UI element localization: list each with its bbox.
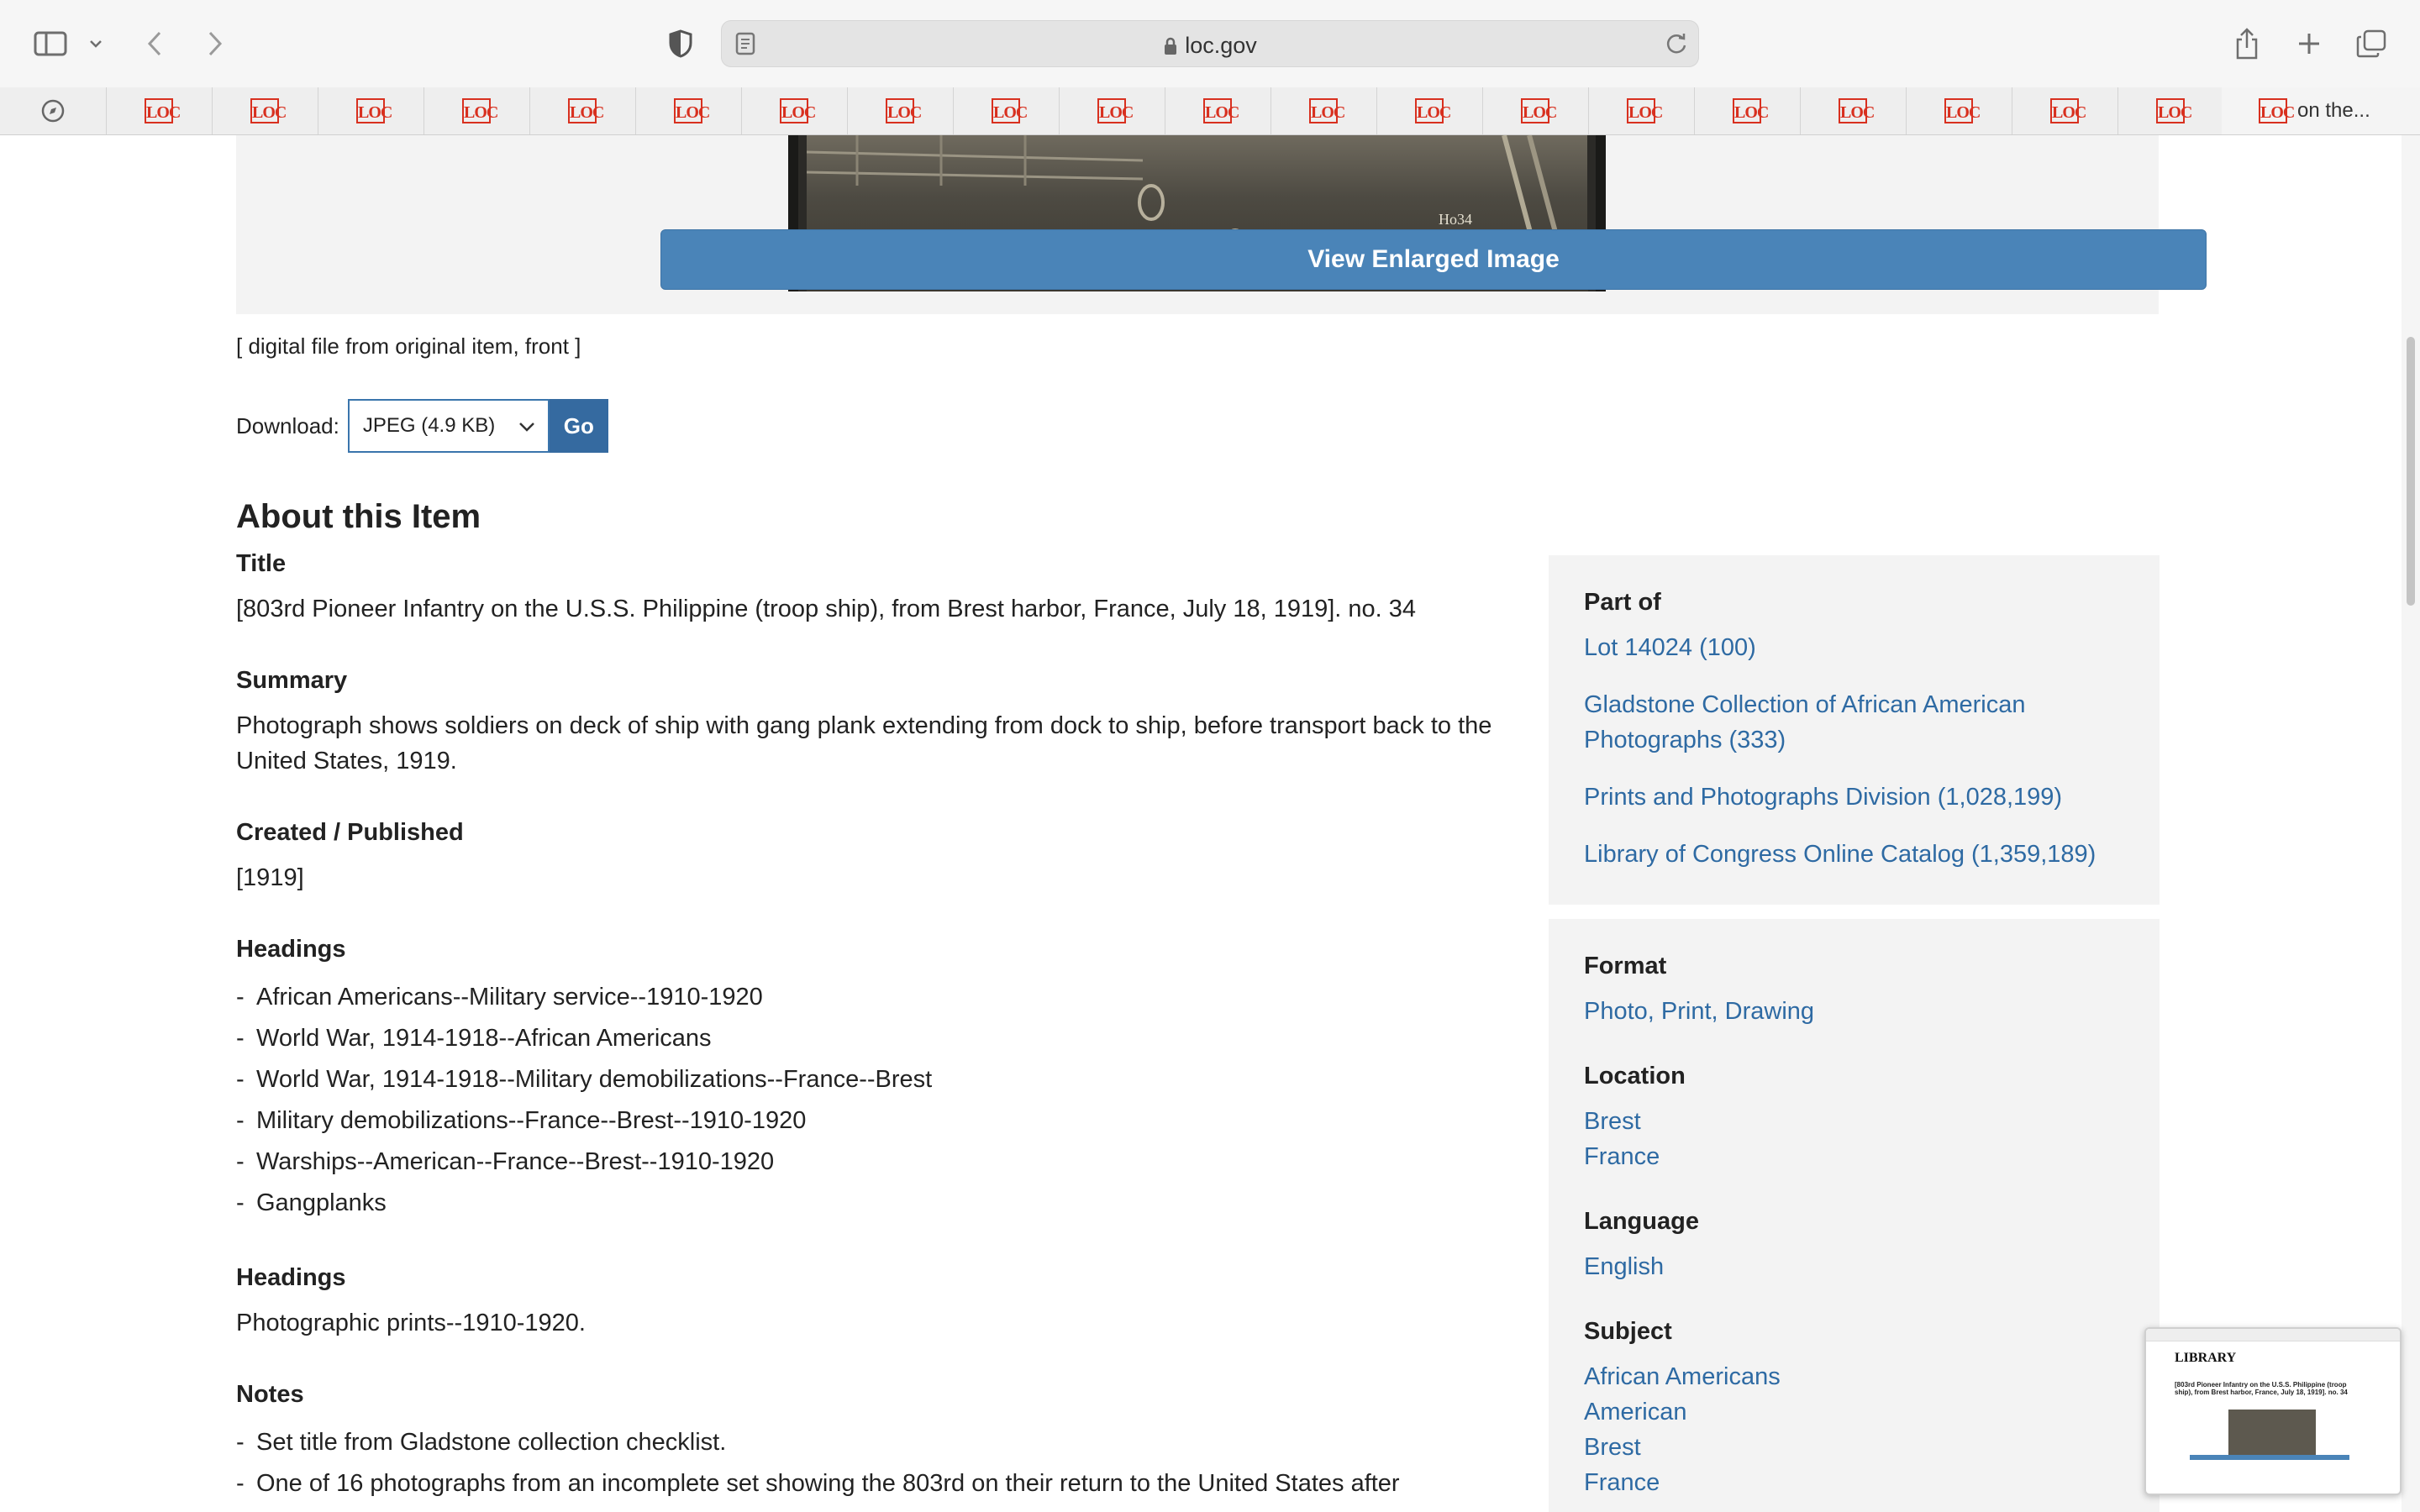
format-heading: Format [1584, 953, 1667, 979]
loc-logo-icon: LOC [2156, 98, 2185, 123]
loc-logo-icon: LOC [250, 98, 279, 123]
loc-logo-icon: LOC [1521, 98, 1549, 123]
scrollbar-thumb[interactable] [2407, 337, 2415, 606]
favorite-tab-18[interactable] [1906, 87, 2012, 134]
part-of-link-online-catalog[interactable]: Library of Congress Online Catalog (1,359,189) [1584, 841, 2096, 868]
new-tab-button[interactable] [2292, 22, 2326, 66]
sidebar-icon [34, 31, 67, 56]
list-item: - Set title from Gladstone collection checklist. [236, 1429, 727, 1456]
download-format-select[interactable] [348, 399, 550, 453]
loc-logo-icon: LOC [462, 98, 491, 123]
language-section [1584, 1208, 2124, 1284]
list-item: - African Americans--Military service--1910-1920 [236, 984, 763, 1011]
part-of-link-prints-photos[interactable]: Prints and Photographs Division (1,028,199) [1584, 784, 2063, 811]
favorite-tab-11[interactable] [1165, 87, 1271, 134]
list-item: - World War, 1914-1918--African Americans [236, 1025, 712, 1052]
thumbnail-button [2190, 1455, 2349, 1460]
favorite-tab-3[interactable] [318, 87, 424, 134]
chevron-right-icon [207, 30, 224, 57]
loc-logo-icon: LOC [886, 98, 914, 123]
download-row [236, 399, 608, 453]
shield-icon [668, 29, 693, 58]
favorite-tab-17[interactable] [1800, 87, 1907, 134]
loc-logo-icon: LOC [674, 98, 702, 123]
created-heading: Created / Published [236, 819, 464, 846]
plus-icon [2297, 32, 2321, 55]
download-format-value: JPEG (4.9 KB) [362, 414, 496, 437]
download-label: Download: [236, 412, 339, 438]
loc-logo-icon: LOC [356, 98, 385, 123]
favorite-tab-1[interactable] [106, 87, 213, 134]
thumbnail-logo: LIBRARY [2175, 1351, 2237, 1365]
list-item: - Military demobilizations--France--Brest--1910-1920 [236, 1107, 807, 1134]
favorite-tab-14[interactable] [1482, 87, 1589, 134]
subject-link-american[interactable]: American [1584, 1399, 1687, 1425]
language-link[interactable]: English [1584, 1253, 1665, 1280]
address-bar[interactable] [721, 20, 1699, 67]
list-item: - Gangplanks [236, 1189, 387, 1216]
headings-heading: Headings [236, 936, 346, 963]
item-headings-2: Photographic prints--1910-1920. [236, 1310, 586, 1336]
loc-logo-icon: LOC [568, 98, 597, 123]
item-details [236, 550, 1497, 1512]
part-of-link-lot[interactable]: Lot 14024 (100) [1584, 634, 1756, 661]
favorite-tab-2[interactable] [212, 87, 318, 134]
favorites-bar [0, 87, 2420, 135]
chevron-down-icon [89, 39, 103, 49]
location-section [1584, 1063, 2124, 1174]
part-of-link-gladstone[interactable]: Gladstone Collection of African American Photographs (333) [1584, 691, 2026, 753]
back-button[interactable] [138, 22, 171, 66]
favorite-tab-19[interactable] [2012, 87, 2118, 134]
sidebar-toggle-button[interactable] [32, 22, 69, 66]
headings-heading-2: Headings [236, 1264, 346, 1291]
privacy-report-button[interactable] [664, 22, 697, 66]
part-of-heading: Part of [1584, 589, 1661, 616]
title-heading: Title [236, 550, 287, 577]
download-go-button[interactable]: Go [550, 399, 608, 453]
list-item: - Warships--American--France--Brest--1910-1920 [236, 1148, 775, 1175]
favorite-tab-7[interactable] [741, 87, 848, 134]
summary-heading: Summary [236, 667, 348, 694]
item-title: [803rd Pioneer Infantry on the U.S.S. Philippine (troop ship), from Brest harbor, France, July 18, 1919]. no. 34 [236, 596, 1417, 622]
tabs-icon [2356, 29, 2386, 58]
item-summary: Photograph shows soldiers on deck of ship with gang plank extending from dock to ship, before transport back to the United States, 1919. [236, 712, 1492, 774]
language-heading: Language [1584, 1208, 1699, 1235]
thumbnail-title: [803rd Pioneer Infantry on the U.S.S. Philippine (troop ship), from Brest harbor, France, July 18, 1919]. no. 34 [2175, 1381, 2348, 1396]
favorite-tab-12[interactable] [1270, 87, 1377, 134]
favorite-tab-6[interactable] [635, 87, 742, 134]
part-of-box [1549, 555, 2160, 905]
page-content [0, 135, 2420, 1512]
chevron-left-icon [146, 30, 163, 57]
chevron-down-icon [518, 417, 536, 436]
page-scrollbar[interactable] [2402, 135, 2420, 1512]
subject-heading: Subject [1584, 1318, 1672, 1345]
list-item: - World War, 1914-1918--Military demobilizations--France--Brest [236, 1066, 933, 1093]
compass-icon [40, 98, 66, 123]
loc-logo-icon: LOC [992, 98, 1020, 123]
loc-logo-icon: LOC [1309, 98, 1338, 123]
loc-logo-icon: LOC [1839, 98, 1867, 123]
compass-tab[interactable] [0, 87, 107, 134]
loc-logo-icon: LOC [2259, 98, 2287, 123]
loc-logo-icon: LOC [1415, 98, 1444, 123]
favorite-tab-16[interactable] [1694, 87, 1801, 134]
favorite-tab-10[interactable] [1059, 87, 1165, 134]
view-enlarged-image-button[interactable]: View Enlarged Image [660, 229, 2207, 290]
notes-list [236, 1422, 1497, 1504]
favorite-tab-8[interactable] [847, 87, 954, 134]
favorite-tab-label: on the... [2297, 99, 2370, 122]
image-panel [236, 135, 2159, 314]
browser-toolbar [0, 0, 2420, 88]
location-link-france[interactable]: France [1584, 1143, 1660, 1170]
favorite-tab-last[interactable] [2222, 87, 2420, 134]
subject-link-brest[interactable]: Brest [1584, 1434, 1641, 1461]
loc-logo-icon: LOC [1627, 98, 1655, 123]
tab-group-chevron-button[interactable] [84, 22, 108, 66]
loc-logo-icon: LOC [1733, 98, 1761, 123]
reload-icon[interactable] [1665, 32, 1688, 55]
forward-button[interactable] [198, 22, 232, 66]
loc-logo-icon: LOC [780, 98, 808, 123]
loc-logo-icon: LOC [1203, 98, 1232, 123]
format-link[interactable]: Photo, Print, Drawing [1584, 998, 1815, 1025]
notes-heading: Notes [236, 1381, 304, 1408]
item-created: [1919] [236, 864, 304, 891]
share-icon [2234, 28, 2260, 60]
location-link-brest[interactable]: Brest [1584, 1108, 1641, 1135]
subject-section [1584, 1318, 2124, 1500]
loc-logo-icon: LOC [1097, 98, 1126, 123]
address-text: loc.gov [1185, 33, 1257, 58]
loc-logo-icon: LOC [145, 98, 173, 123]
thumbnail-photo [2228, 1410, 2316, 1460]
photo-number-mark: Ho34 [1439, 211, 1472, 228]
location-heading: Location [1584, 1063, 1686, 1089]
subject-link-african-americans[interactable]: African Americans [1584, 1363, 1781, 1390]
favorite-tab-4[interactable] [424, 87, 530, 134]
loc-logo-icon: LOC [1944, 98, 1973, 123]
about-heading: About this Item [236, 498, 481, 535]
format-section [1584, 953, 2124, 1029]
favorite-tab-20[interactable] [2118, 87, 2224, 134]
image-caption: [ digital file from original item, front ] [236, 333, 581, 359]
loc-logo-icon: LOC [2050, 98, 2079, 123]
favorite-tab-9[interactable] [953, 87, 1060, 134]
page-thumbnail-preview[interactable] [2144, 1327, 2402, 1495]
address-host [722, 33, 1698, 59]
tab-overview-button[interactable] [2354, 22, 2388, 66]
share-button[interactable] [2230, 22, 2264, 66]
list-item: - One of 16 photographs from an incomplete set showing the 803rd on their return to the United States after [236, 1470, 1400, 1497]
favorite-tab-13[interactable] [1376, 87, 1483, 134]
headings-list [236, 977, 1497, 1224]
metadata-box [1549, 919, 2160, 1512]
lock-icon [1163, 37, 1178, 55]
favorite-tab-5[interactable] [529, 87, 636, 134]
favorite-tab-15[interactable] [1588, 87, 1695, 134]
subject-link-france[interactable]: France [1584, 1469, 1660, 1496]
